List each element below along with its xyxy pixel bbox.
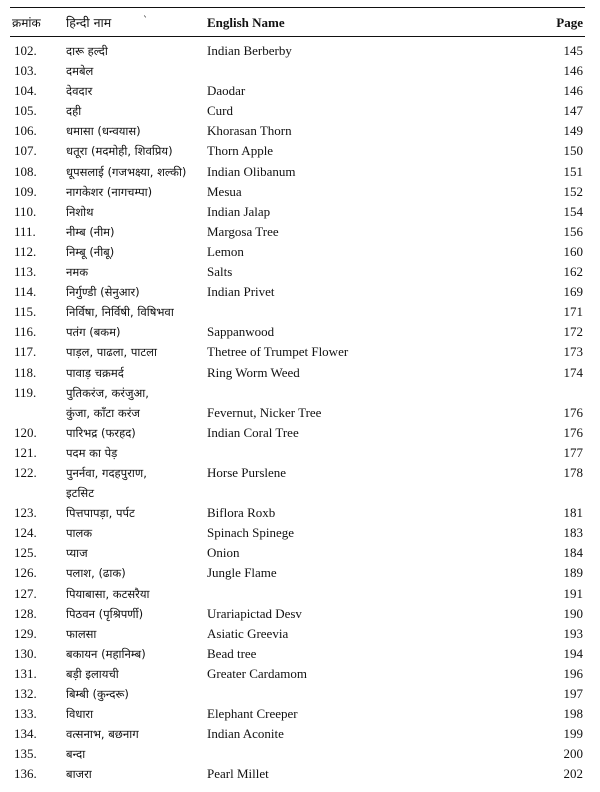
page-number: 145 — [563, 43, 583, 58]
page-number: 194 — [563, 645, 583, 661]
serial-number: 106. — [14, 123, 37, 139]
top-rule — [10, 7, 585, 8]
header-english-name: English Name — [207, 15, 285, 30]
hindi-name: पलाश, (ढाक) — [66, 566, 126, 581]
hindi-name: वत्सनाभ, बछनाग — [66, 727, 139, 742]
page-number: 162 — [563, 264, 583, 280]
english-name: Indian Jalap — [207, 203, 271, 219]
hindi-name: दही — [66, 104, 82, 119]
hindi-name: दमबेल — [66, 64, 94, 79]
page-number: 147 — [563, 103, 583, 119]
table-row — [0, 463, 600, 483]
english-name: Bead tree — [207, 645, 257, 661]
hindi-name: इटसिट — [66, 486, 94, 501]
hindi-name: पियाबासा, कटसरैया — [66, 586, 150, 601]
english-name: Indian Aconite — [207, 726, 284, 742]
english-name: Indian Olibanum — [207, 163, 296, 179]
table-row — [0, 764, 600, 784]
page-number: 150 — [563, 143, 583, 159]
hindi-name: पित्तपापड़ा, पर्पट — [66, 506, 135, 521]
table-row — [0, 121, 600, 141]
english-name: Mesua — [207, 183, 242, 199]
hindi-name: निशोथ — [66, 204, 94, 219]
serial-number: 114. — [14, 284, 37, 300]
hindi-name: नमक — [66, 265, 89, 280]
table-row — [0, 543, 600, 563]
table-row — [0, 162, 600, 182]
page-number: 198 — [563, 706, 583, 722]
serial-number: 117. — [14, 344, 37, 360]
hindi-name: पतंग (बकम) — [66, 325, 121, 340]
table-row — [0, 41, 600, 61]
serial-number: 127. — [14, 585, 37, 601]
page-number: 189 — [563, 565, 583, 581]
hindi-name: बड़ी इलायची — [66, 666, 119, 681]
table-row — [0, 664, 600, 684]
hindi-name: पदम का पेड़ — [66, 445, 118, 460]
serial-number: 133. — [14, 706, 37, 722]
page-number: 149 — [563, 123, 583, 139]
page-number: 176 — [563, 424, 583, 440]
page-number: 183 — [563, 525, 583, 541]
hindi-name: फालसा — [66, 626, 97, 641]
serial-number: 118. — [14, 364, 37, 380]
page-number: 169 — [563, 284, 583, 300]
serial-number: 109. — [14, 183, 37, 199]
table-row — [0, 342, 600, 362]
english-name: Indian Berberby — [207, 43, 292, 58]
index-table-body — [0, 41, 600, 784]
english-name: Asiatic Greevia — [207, 625, 289, 641]
serial-number: 105. — [14, 103, 37, 119]
english-name: Biflora Roxb — [207, 505, 276, 521]
hindi-name: पुनर्नवा, गदहपुराण, — [66, 465, 147, 480]
hindi-name: धमासा (धन्वयास) — [66, 124, 141, 139]
page-number: 151 — [563, 163, 583, 179]
hindi-name: विधारा — [66, 707, 94, 722]
page-number: 196 — [563, 665, 583, 681]
serial-number: 116. — [14, 324, 37, 340]
table-row — [0, 744, 600, 764]
hindi-name: नागकेशर (नागचम्पा) — [66, 184, 153, 199]
table-row — [0, 704, 600, 724]
serial-number: 128. — [14, 605, 37, 621]
table-row — [0, 724, 600, 744]
page-number: 174 — [563, 364, 583, 380]
english-name: Lemon — [207, 243, 244, 259]
english-name: Urariapictad Desv — [207, 605, 302, 621]
hindi-name: पावाड़ चक्रमर्द — [66, 365, 124, 380]
table-row — [0, 644, 600, 664]
table-row — [0, 383, 600, 403]
page-number: 193 — [563, 625, 583, 641]
header-tick-mark: ` — [143, 16, 148, 27]
serial-number: 103. — [14, 63, 37, 79]
header-rule — [10, 36, 585, 37]
serial-number: 104. — [14, 83, 37, 99]
table-row — [0, 322, 600, 342]
page-number: 190 — [563, 605, 583, 621]
serial-number: 135. — [14, 746, 37, 762]
table-row — [0, 503, 600, 523]
page-number: 152 — [563, 183, 583, 199]
hindi-name: पालक — [66, 526, 93, 541]
hindi-name: प्याज — [66, 546, 88, 561]
serial-number: 125. — [14, 545, 37, 561]
table-row — [0, 563, 600, 583]
serial-number: 102. — [14, 43, 37, 58]
english-name: Thetree of Trumpet Flower — [207, 344, 349, 360]
serial-number: 107. — [14, 143, 37, 159]
english-name: Spinach Spinege — [207, 525, 295, 541]
english-name: Margosa Tree — [207, 223, 279, 239]
serial-number: 121. — [14, 444, 37, 460]
header-serial-number: क्रमांक — [12, 16, 41, 30]
serial-number: 126. — [14, 565, 37, 581]
english-name: Ring Worm Weed — [207, 364, 300, 380]
table-row — [0, 262, 600, 282]
table-row — [0, 242, 600, 262]
english-name: Jungle Flame — [207, 565, 277, 581]
page-number: 173 — [563, 344, 583, 360]
table-row — [0, 523, 600, 543]
page-number: 178 — [563, 464, 583, 480]
english-name: Curd — [207, 103, 233, 119]
english-name: Elephant Creeper — [207, 706, 298, 722]
hindi-name: निर्गुण्डी (सेनुआर) — [66, 285, 140, 300]
table-row — [0, 363, 600, 383]
hindi-name: पिठवन (पृश्रिपर्णी) — [66, 606, 144, 621]
page-number: 160 — [563, 243, 583, 259]
page-number: 146 — [563, 83, 583, 99]
table-row — [0, 141, 600, 161]
table-row — [0, 302, 600, 322]
table-row — [0, 624, 600, 644]
page-number: 171 — [563, 304, 583, 320]
hindi-name: पाड़ल, पाढला, पाटला — [66, 345, 157, 360]
serial-number: 123. — [14, 505, 37, 521]
hindi-name: धूपसलाई (गजभक्ष्या, शल्की) — [66, 164, 187, 179]
table-row — [0, 684, 600, 704]
hindi-name: दारू हल्दी — [66, 44, 108, 58]
serial-number: 132. — [14, 686, 37, 701]
serial-number: 129. — [14, 625, 37, 641]
english-name: Greater Cardamom — [207, 665, 307, 681]
hindi-name: निर्विषा, निर्विषी, विषिभवा — [66, 305, 174, 320]
page-number: 200 — [563, 746, 583, 762]
hindi-name: बिम्बी (कुन्दरू) — [66, 687, 129, 701]
page-number: 199 — [563, 726, 583, 742]
hindi-name: कुंजा, काँटा करंज — [66, 405, 140, 420]
page-number: 177 — [563, 444, 583, 460]
english-name: Indian Coral Tree — [207, 424, 299, 440]
english-name: Fevernut, Nicker Tree — [207, 404, 322, 420]
table-row — [0, 584, 600, 604]
serial-number: 134. — [14, 726, 37, 742]
english-name: Khorasan Thorn — [207, 123, 292, 139]
table-row — [0, 222, 600, 242]
page-number: 202 — [563, 766, 583, 782]
serial-number: 124. — [14, 525, 37, 541]
page-number: 154 — [563, 203, 583, 219]
english-name: Daodar — [207, 83, 246, 99]
serial-number: 111. — [14, 223, 36, 239]
serial-number: 119. — [14, 384, 37, 400]
table-row — [0, 483, 600, 503]
page-number: 181 — [563, 505, 583, 521]
serial-number: 110. — [14, 203, 37, 219]
serial-number: 120. — [14, 424, 37, 440]
english-name: Salts — [207, 264, 233, 280]
header-page: Page — [556, 15, 583, 30]
page-number: 156 — [563, 223, 583, 239]
english-name: Indian Privet — [207, 284, 275, 300]
page-number: 146 — [563, 63, 583, 79]
page-number: 197 — [563, 686, 583, 701]
english-name: Onion — [207, 545, 240, 561]
table-row — [0, 101, 600, 121]
serial-number: 136. — [14, 766, 37, 782]
table-row — [0, 202, 600, 222]
serial-number: 122. — [14, 464, 37, 480]
serial-number: 115. — [14, 304, 37, 320]
english-name: Pearl Millet — [207, 766, 269, 782]
hindi-name: बकायन (महानिम्ब) — [66, 646, 146, 661]
table-row — [0, 403, 600, 423]
english-name: Horse Purslene — [207, 464, 287, 480]
page-number: 172 — [563, 324, 583, 340]
table-row — [0, 423, 600, 443]
table-row — [0, 182, 600, 202]
hindi-name: देवदार — [66, 84, 93, 99]
serial-number: 108. — [14, 163, 37, 179]
hindi-name: नीम्ब (नीम) — [66, 224, 115, 239]
english-name: Sappanwood — [207, 324, 275, 340]
hindi-name: निम्बू (नीबू) — [66, 244, 115, 259]
hindi-name: पारिभद्र (फरहद) — [66, 425, 136, 440]
table-row — [0, 443, 600, 463]
serial-number: 112. — [14, 243, 37, 259]
table-row — [0, 282, 600, 302]
serial-number: 131. — [14, 665, 37, 681]
hindi-name: धतूरा (मदमोही, शिवप्रिय) — [66, 144, 173, 159]
table-row — [0, 61, 600, 81]
serial-number: 130. — [14, 645, 37, 661]
header-hindi-name: हिन्दी नाम — [66, 15, 112, 30]
table-row — [0, 81, 600, 101]
page-number: 184 — [563, 545, 583, 561]
table-row — [0, 604, 600, 624]
hindi-name: बाजरा — [66, 767, 92, 782]
hindi-name: बन्दा — [66, 747, 86, 762]
english-name: Thorn Apple — [207, 143, 274, 159]
hindi-name: पुतिकरंज, करंजुआ, — [66, 385, 149, 400]
page-number: 191 — [563, 585, 583, 601]
page-number: 176 — [563, 404, 583, 420]
serial-number: 113. — [14, 264, 37, 280]
